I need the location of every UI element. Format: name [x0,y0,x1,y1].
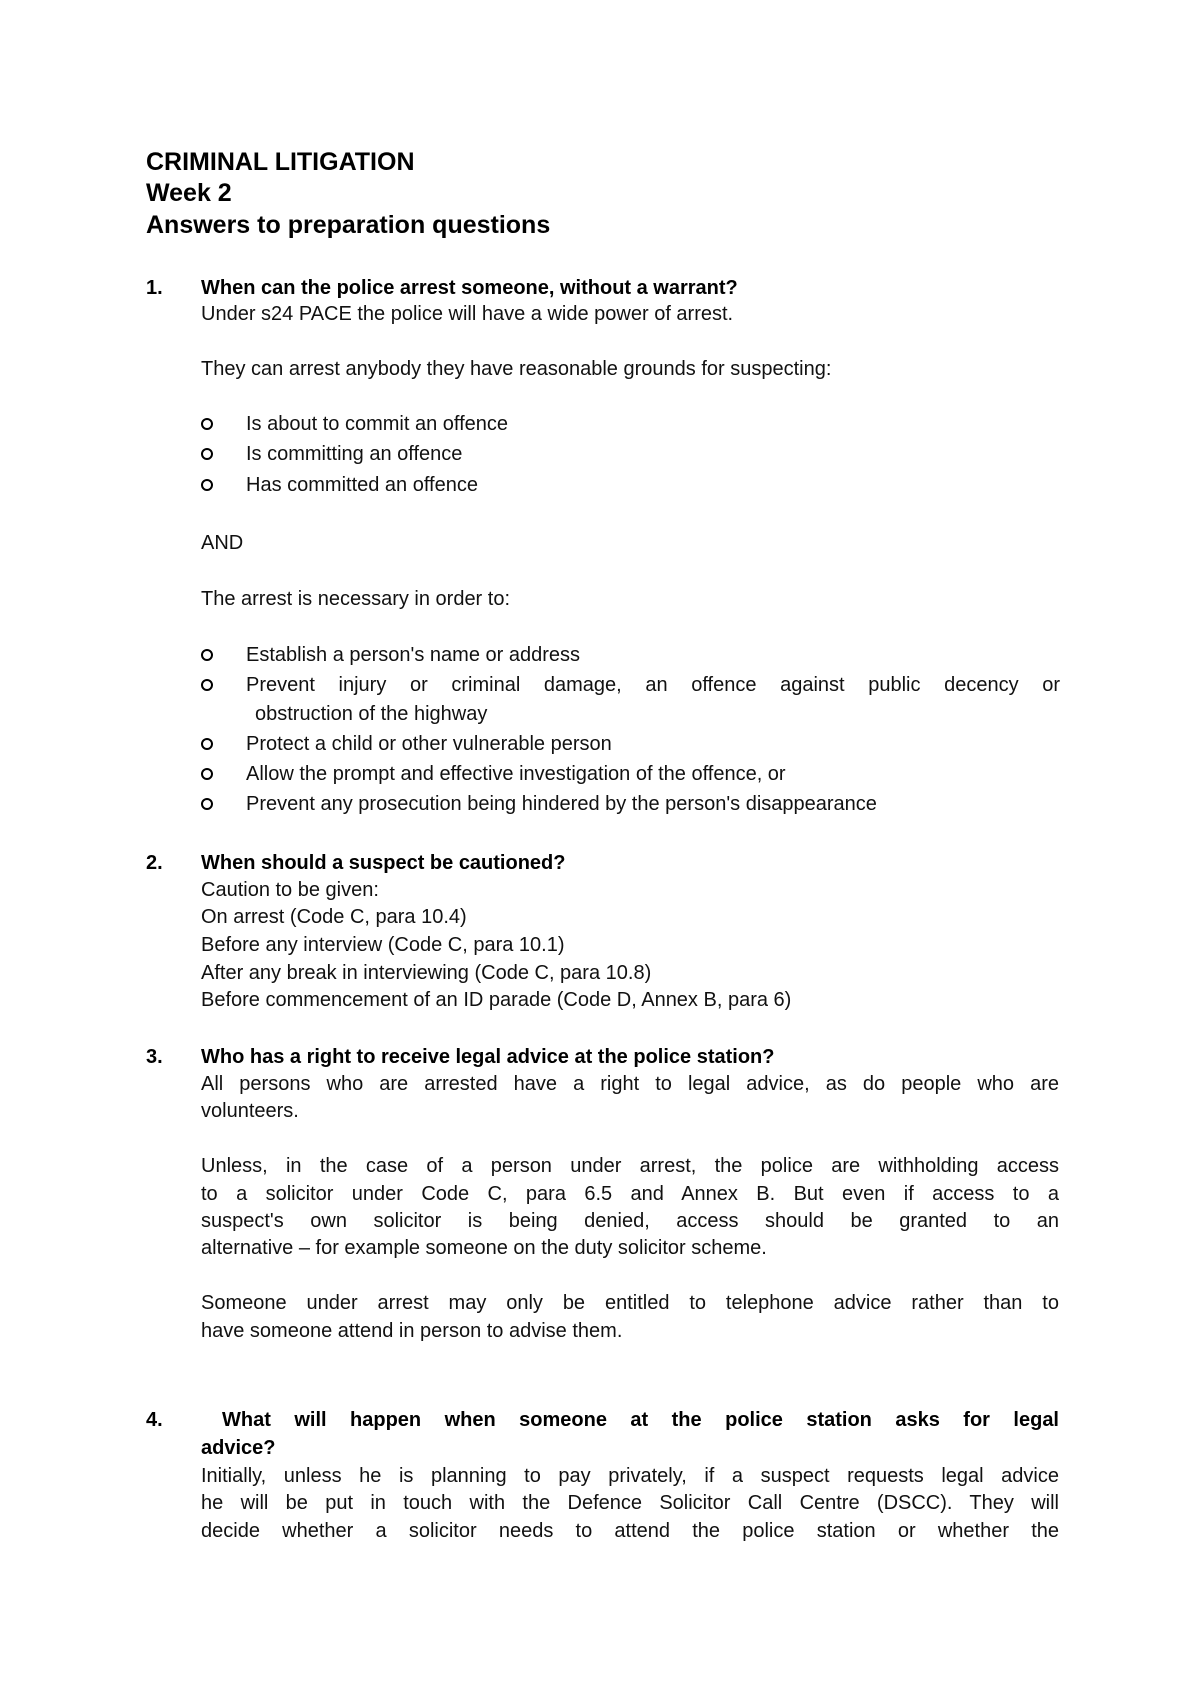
answer-text: alternative – for example someone on the duty solicitor scheme. [201,1237,767,1259]
answer-text: Under s24 PACE the police will have a wide power of arrest. [201,303,734,325]
list-item-continuation: obstruction of the highway [255,703,488,725]
question-heading: What will happen when someone at the police station asks for legal [222,1409,1059,1431]
answer-text: volunteers. [201,1100,299,1122]
list-item: Has committed an offence [246,474,478,496]
answer-text: Caution to be given: [201,879,379,901]
bullet-icon [201,768,213,780]
answer-text: suspect's own solicitor is being denied, access should be granted to an [201,1210,1059,1232]
answer-text: On arrest (Code C, para 10.4) [201,906,467,928]
list-item: Establish a person's name or address [246,644,580,666]
bullet-icon [201,738,213,750]
conjunction-text: AND [201,532,244,554]
answer-text: he will be put in touch with the Defence Solicitor Call Centre (DSCC). They will [201,1492,1059,1514]
answer-text: After any break in interviewing (Code C, para 10.8) [201,962,652,984]
bullet-icon [201,798,213,810]
answer-text: All persons who are arrested have a right to legal advice, as do people who are [201,1073,1059,1095]
bullet-icon [201,448,213,460]
bullet-icon [201,679,213,691]
question-heading: When can the police arrest someone, without a warrant? [201,277,738,299]
question-number: 1. [146,277,163,299]
question-number: 3. [146,1046,163,1068]
answer-text: They can arrest anybody they have reasonable grounds for suspecting: [201,358,832,380]
bullet-icon [201,649,213,661]
answer-text: Someone under arrest may only be entitled to telephone advice rather than to [201,1292,1059,1314]
question-number: 2. [146,852,163,874]
list-item: Is committing an offence [246,443,463,465]
question-number: 4. [146,1409,163,1431]
answer-text: have someone attend in person to advise them. [201,1320,623,1342]
question-heading: When should a suspect be cautioned? [201,852,566,874]
bullet-icon [201,479,213,491]
answer-text: Initially, unless he is planning to pay privately, if a suspect requests legal advice [201,1465,1059,1487]
answer-text: Unless, in the case of a person under arrest, the police are withholding access [201,1155,1059,1177]
question-heading-continuation: advice? [201,1437,276,1459]
list-item: Allow the prompt and effective investigation of the offence, or [246,763,786,785]
list-item: Is about to commit an offence [246,413,509,435]
answer-text: to a solicitor under Code C, para 6.5 and Annex B. But even if access to a [201,1183,1059,1205]
answer-text: Before any interview (Code C, para 10.1) [201,934,565,956]
question-heading: Who has a right to receive legal advice at the police station? [201,1046,775,1068]
answer-text: The arrest is necessary in order to: [201,588,511,610]
list-item: Protect a child or other vulnerable person [246,733,612,755]
document-title: CRIMINAL LITIGATION [146,148,415,176]
answer-text: Before commencement of an ID parade (Code D, Annex B, para 6) [201,989,792,1011]
document-subtitle: Answers to preparation questions [146,211,551,239]
document-week: Week 2 [146,179,232,207]
bullet-icon [201,418,213,430]
list-item: Prevent any prosecution being hindered by the person's disappearance [246,793,877,815]
list-item: Prevent injury or criminal damage, an offence against public decency or [246,674,1060,696]
answer-text: decide whether a solicitor needs to attend the police station or whether the [201,1520,1059,1542]
